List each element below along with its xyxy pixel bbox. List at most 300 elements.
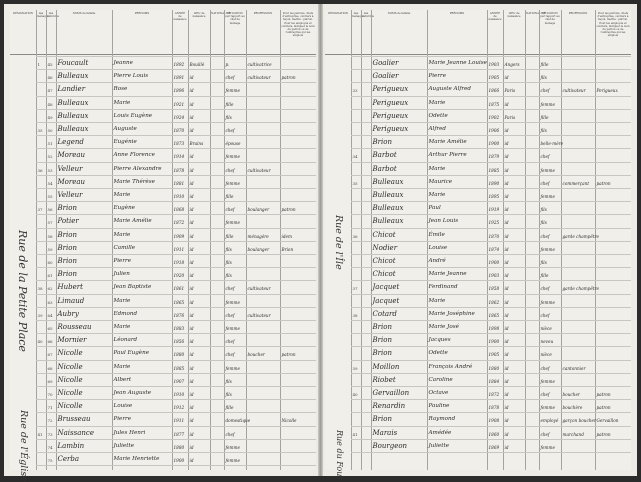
street-name: Rue de l'Église bbox=[18, 410, 29, 482]
cell-situation: chef bbox=[225, 207, 235, 213]
cell-given: Paul Eugène bbox=[113, 350, 150, 357]
cell-year: 1878 bbox=[488, 405, 500, 411]
cell-year: 1884 bbox=[488, 378, 500, 384]
cell-year: 1903 bbox=[488, 273, 500, 279]
right-header-employer: Pour les patrons, chefs d'entreprise, ouvriers à façon, mettre : patron. Pour les employés et ouvriers, indiquer le nom du patron ou de l'entreprise qui les emploie bbox=[596, 12, 630, 38]
cell-place: id bbox=[189, 167, 194, 173]
right-header-nat: NATIONALITÉ bbox=[526, 12, 546, 15]
cell-given: Amédée bbox=[428, 429, 452, 436]
cell-place: id bbox=[504, 75, 509, 81]
cell-situation: chef bbox=[540, 88, 550, 94]
cell-surname: Barbot bbox=[372, 164, 397, 173]
cell-year: 1880 bbox=[488, 365, 500, 371]
cell-year: 1870 bbox=[488, 233, 500, 239]
cell-place: id bbox=[189, 233, 194, 239]
cell-surname: Bulleaux bbox=[372, 177, 404, 186]
cell-situation: femme bbox=[540, 444, 555, 450]
cell-surname: Jacquet bbox=[372, 296, 400, 305]
right-header-ind: des individus bbox=[362, 12, 374, 19]
cell-situation: fils bbox=[225, 273, 232, 279]
cell-year: 1907 bbox=[173, 378, 185, 384]
cell-situation: chef bbox=[225, 312, 235, 318]
cell-profession: boulanger bbox=[247, 207, 270, 213]
cell-situation: employé bbox=[540, 418, 559, 424]
cell-given: Edmond bbox=[113, 310, 138, 317]
cell-year: 1911 bbox=[173, 246, 185, 252]
cell-ind: 57 bbox=[47, 220, 53, 226]
cell-ind: 72 bbox=[47, 418, 53, 424]
cell-surname: Perigueux bbox=[372, 111, 409, 120]
cell-year: 1865 bbox=[173, 299, 185, 305]
cell-menage: 36 bbox=[352, 233, 358, 239]
left-page bbox=[10, 10, 316, 482]
cell-profession: boucher bbox=[247, 352, 265, 358]
cell-employer: patron bbox=[596, 431, 611, 437]
cell-surname: Perigueux bbox=[372, 85, 409, 94]
cell-surname: Foucault bbox=[57, 59, 89, 67]
cell-surname: Brion bbox=[372, 336, 392, 345]
cell-situation: fils bbox=[225, 114, 232, 120]
right-header-place: LIEU de naissance bbox=[507, 12, 521, 19]
table-row bbox=[10, 452, 316, 468]
cell-year: 1918 bbox=[173, 260, 185, 265]
cell-situation: fille bbox=[540, 62, 549, 67]
cell-surname: Brusseau bbox=[57, 415, 91, 424]
cell-given: Pierre Alexandre bbox=[113, 165, 162, 172]
cell-surname: Legend bbox=[57, 138, 84, 147]
cell-ind: 56 bbox=[47, 207, 53, 213]
cell-given: Émile bbox=[428, 231, 445, 238]
cell-given: Jeanne bbox=[113, 60, 133, 66]
cell-situation: fille bbox=[225, 233, 234, 239]
cell-surname: Brion bbox=[372, 138, 392, 147]
cell-surname: Bulleaux bbox=[372, 217, 404, 226]
cell-surname: Perigueux bbox=[372, 98, 409, 107]
left-header-nat: NATIONALITÉ bbox=[211, 12, 231, 15]
cell-place: id bbox=[189, 88, 194, 94]
cell-situation: chef bbox=[225, 167, 235, 173]
cell-given: Jean Louis bbox=[428, 218, 459, 225]
cell-situation: femme bbox=[225, 154, 240, 160]
left-header-employer: Pour les patrons, chefs d'entreprise, ouvriers à façon, mettre : patron. Pour les employés et ouvriers, indiquer le nom du patron ou de l'entreprise qui les emploie bbox=[281, 12, 315, 38]
cell-situation: femme bbox=[540, 405, 555, 411]
cell-ind: 47 bbox=[47, 88, 53, 94]
cell-given: Marie bbox=[113, 297, 131, 304]
cell-place: id bbox=[504, 141, 509, 147]
cell-given: Marie Henriette bbox=[113, 456, 160, 462]
cell-place: id bbox=[504, 180, 509, 186]
cell-place: id bbox=[504, 220, 509, 226]
left-header-year: ANNÉE de naissance bbox=[173, 12, 187, 22]
cell-ind: 48 bbox=[47, 101, 53, 107]
cell-surname: Velleur bbox=[57, 164, 83, 173]
cell-place: id bbox=[504, 339, 509, 345]
cell-given: Juliette bbox=[113, 442, 135, 449]
cell-year: 1924 bbox=[173, 114, 185, 120]
cell-place: id bbox=[504, 418, 509, 424]
cell-place: id bbox=[504, 246, 509, 252]
cell-place: id bbox=[189, 458, 194, 463]
cell-place: Brains bbox=[189, 141, 204, 147]
left-header-menage: des ménages bbox=[37, 12, 49, 19]
cell-place: id bbox=[189, 352, 194, 358]
cell-menage: 41 bbox=[352, 431, 358, 437]
cell-surname: Brion bbox=[372, 323, 392, 331]
cell-given: Octave bbox=[428, 390, 449, 396]
cell-year: 1866 bbox=[488, 88, 500, 94]
cell-situation: fils bbox=[225, 246, 232, 252]
cell-given: Marie bbox=[428, 99, 446, 106]
cell-ind: 50 bbox=[47, 128, 53, 133]
cell-situation: fille bbox=[540, 114, 549, 120]
cell-given: Marie bbox=[113, 363, 131, 370]
cell-profession: cultivateur bbox=[247, 312, 271, 318]
cell-given: Marie bbox=[428, 192, 446, 198]
cell-year: 1908 bbox=[488, 418, 500, 424]
cell-ind: 49 bbox=[47, 114, 53, 120]
cell-surname: Velleur bbox=[57, 191, 83, 199]
cell-menage: 35 bbox=[352, 180, 358, 186]
cell-situation: chef bbox=[225, 286, 235, 292]
cell-situation: femme bbox=[540, 378, 555, 384]
cell-given: Ferdinand bbox=[428, 284, 458, 291]
cell-ind: 62 bbox=[47, 286, 53, 292]
cell-place: id bbox=[504, 154, 509, 160]
cell-given: Marie bbox=[428, 165, 446, 172]
cell-place: id bbox=[504, 405, 509, 411]
cell-situation: domestique bbox=[225, 418, 251, 424]
cell-given: Louise bbox=[113, 403, 133, 410]
cell-ind: 65 bbox=[47, 326, 53, 331]
cell-menage: 38 bbox=[352, 312, 358, 318]
cell-year: 1892 bbox=[173, 62, 185, 67]
cell-situation: femme bbox=[540, 299, 555, 305]
cell-surname: Bulleaux bbox=[372, 191, 404, 199]
cell-given: Pierre bbox=[113, 258, 132, 264]
cell-year: 1919 bbox=[488, 207, 500, 213]
cell-surname: Nicolle bbox=[57, 389, 83, 397]
left-header-situation: SITUATION par rapport au chef de ménage bbox=[225, 12, 245, 25]
cell-menage: 41 bbox=[37, 431, 43, 437]
cell-given: Camille bbox=[113, 244, 136, 251]
cell-year: 1909 bbox=[173, 233, 185, 239]
cell-given: Marie bbox=[113, 192, 131, 198]
right-page bbox=[325, 10, 631, 481]
cell-surname: Barbot bbox=[372, 151, 397, 160]
cell-place: id bbox=[189, 128, 194, 133]
cell-place: id bbox=[504, 128, 509, 133]
cell-place: id bbox=[504, 392, 509, 397]
cell-surname: Naissance bbox=[57, 428, 94, 437]
cell-year: 1921 bbox=[173, 101, 185, 107]
cell-situation: chef bbox=[540, 365, 550, 371]
right-header-menage: des ménages bbox=[352, 12, 364, 19]
cell-employer: patron bbox=[596, 405, 611, 411]
cell-year: 1910 bbox=[173, 392, 185, 397]
cell-given: Julien bbox=[113, 271, 130, 278]
cell-place: id bbox=[504, 260, 509, 265]
cell-profession: cultivateur bbox=[247, 75, 271, 81]
cell-year: 1910 bbox=[173, 194, 185, 199]
cell-ind: 64 bbox=[47, 312, 53, 318]
census-register-spread bbox=[4, 4, 637, 482]
cell-ind: 61 bbox=[47, 273, 53, 279]
cell-year: 1920 bbox=[173, 273, 185, 279]
cell-place: Paris bbox=[504, 88, 516, 94]
cell-place: id bbox=[189, 339, 194, 345]
left-header-ind: des individus bbox=[47, 12, 59, 19]
cell-ind: 70 bbox=[47, 392, 53, 397]
cell-situation: chef bbox=[225, 75, 235, 81]
cell-surname: Jacquet bbox=[372, 283, 400, 292]
cell-given: Auguste bbox=[113, 126, 137, 132]
cell-employer: Brion bbox=[281, 246, 294, 252]
cell-situation: p. bbox=[225, 62, 230, 67]
cell-ind: 66 bbox=[47, 339, 53, 345]
cell-given: Marie Thérèse bbox=[113, 178, 155, 185]
cell-given: Pierre Louis bbox=[113, 73, 149, 80]
cell-year: 1902 bbox=[488, 114, 500, 120]
cell-situation: chef bbox=[225, 352, 235, 358]
cell-situation: chef bbox=[540, 180, 550, 186]
street-name: Rue de l'Île bbox=[333, 215, 344, 270]
cell-surname: Cotard bbox=[372, 309, 397, 318]
cell-surname: Moreau bbox=[57, 151, 86, 160]
cell-surname: Brion bbox=[57, 204, 77, 213]
cell-situation: fille bbox=[225, 194, 234, 199]
cell-menage: 38 bbox=[37, 286, 43, 292]
left-header-surname: NOMS de famille bbox=[72, 12, 96, 15]
cell-place: id bbox=[504, 431, 509, 437]
cell-given: Jean Auguste bbox=[113, 390, 152, 396]
cell-given: Marie bbox=[113, 231, 131, 238]
cell-place: id bbox=[504, 194, 509, 199]
cell-ind: 54 bbox=[47, 180, 53, 186]
cell-profession bbox=[563, 445, 595, 459]
cell-situation: femme bbox=[225, 88, 240, 94]
cell-place: id bbox=[504, 233, 509, 239]
cell-surname: Brion bbox=[57, 257, 77, 265]
cell-year: 1870 bbox=[173, 128, 185, 133]
cell-ind bbox=[363, 445, 371, 459]
cell-given: Léonard bbox=[113, 337, 138, 344]
cell-situation: fils bbox=[540, 260, 547, 265]
cell-menage bbox=[38, 458, 46, 472]
cell-year: 1905 bbox=[488, 352, 500, 358]
cell-profession: boucher bbox=[562, 392, 580, 397]
cell-given: Louis Eugène bbox=[113, 112, 153, 119]
cell-employer: idem bbox=[281, 233, 292, 239]
cell-situation: femme bbox=[540, 101, 555, 107]
cell-given: Pierre bbox=[113, 416, 132, 423]
cell-menage: 35 bbox=[37, 128, 43, 133]
cell-place: id bbox=[189, 154, 194, 160]
cell-surname: Nodier bbox=[372, 243, 398, 252]
left-header-place: LIEU de naissance bbox=[192, 12, 206, 19]
cell-given: Pierre bbox=[428, 73, 447, 80]
cell-given: Rose bbox=[113, 86, 128, 93]
cell-profession: garçon boucher bbox=[562, 418, 596, 424]
cell-year: 1905 bbox=[488, 75, 500, 81]
cell-given: Louise bbox=[428, 244, 448, 251]
cell-situation: femme bbox=[225, 326, 240, 331]
cell-given: Odette bbox=[428, 350, 448, 357]
right-header-surname: NOMS de famille bbox=[387, 12, 411, 15]
cell-profession bbox=[248, 458, 280, 472]
cell-situation: femme bbox=[225, 458, 240, 463]
cell-surname: Riobet bbox=[372, 375, 396, 384]
cell-situation: fils bbox=[540, 75, 547, 81]
cell-year: 1874 bbox=[488, 246, 500, 252]
cell-year: 1872 bbox=[488, 392, 500, 397]
cell-ind: 69 bbox=[47, 378, 53, 384]
cell-given: Juliette bbox=[428, 442, 450, 449]
cell-place: id bbox=[189, 444, 194, 450]
cell-surname: Brion bbox=[372, 349, 392, 358]
cell-given: Maurice bbox=[428, 178, 453, 185]
cell-given: Raymond bbox=[428, 416, 456, 423]
cell-surname: Brion bbox=[57, 270, 77, 279]
cell-surname: Chicot bbox=[372, 270, 396, 279]
cell-situation: femme bbox=[540, 167, 555, 173]
table-row bbox=[325, 439, 631, 455]
cell-year: 1856 bbox=[173, 339, 185, 345]
cell-surname: Goalier bbox=[372, 72, 399, 81]
cell-given: Pauline bbox=[428, 403, 450, 410]
cell-situation: fils bbox=[225, 260, 232, 265]
cell-given: Odette bbox=[428, 112, 448, 119]
cell-situation: femme bbox=[225, 444, 240, 450]
cell-year: 1903 bbox=[488, 62, 500, 67]
cell-menage: 33 bbox=[352, 88, 358, 94]
cell-year: 1914 bbox=[173, 154, 185, 160]
cell-situation: chef bbox=[225, 128, 235, 133]
cell-situation: fils bbox=[540, 220, 547, 226]
cell-situation: nièce bbox=[540, 326, 552, 331]
cell-given: Marie bbox=[113, 324, 131, 330]
cell-year: 1881 bbox=[173, 180, 185, 186]
cell-place: id bbox=[504, 167, 509, 173]
cell-year: 1906 bbox=[488, 128, 500, 133]
cell-ind: 51 bbox=[47, 141, 53, 147]
cell-place: id bbox=[189, 312, 194, 318]
cell-place: Paris bbox=[504, 114, 516, 120]
right-header-year: ANNÉE de naissance bbox=[488, 12, 502, 22]
cell-menage: 39 bbox=[352, 365, 358, 371]
cell-year: 1891 bbox=[173, 75, 185, 81]
cell-place: id bbox=[189, 220, 194, 226]
cell-place: id bbox=[504, 286, 509, 292]
cell-situation: fils bbox=[225, 378, 232, 384]
cell-employer: patron bbox=[281, 207, 296, 213]
cell-surname: Lambin bbox=[57, 441, 85, 450]
cell-ind: 73 bbox=[47, 431, 53, 437]
cell-surname: Moreau bbox=[57, 177, 86, 186]
cell-place: id bbox=[504, 378, 509, 384]
cell-situation: chef bbox=[225, 339, 235, 345]
cell-profession: cantonnier bbox=[562, 365, 586, 371]
cell-year: 1885 bbox=[488, 167, 500, 173]
cell-year: 1900 bbox=[488, 339, 500, 345]
cell-year: 1890 bbox=[488, 180, 500, 186]
cell-given: Alfred bbox=[428, 126, 446, 132]
cell-profession: garde champêtre bbox=[562, 286, 599, 292]
cell-profession: cultivateur bbox=[562, 88, 586, 94]
cell-given: Marie Jeanne Louise bbox=[428, 60, 487, 66]
cell-situation: femme bbox=[225, 220, 240, 226]
cell-surname: Nicolle bbox=[57, 349, 83, 358]
cell-year: 1880 bbox=[173, 352, 185, 358]
cell-given: Eugénie bbox=[113, 139, 137, 146]
cell-surname: Bulleaux bbox=[57, 98, 89, 107]
cell-year: 1865 bbox=[488, 312, 500, 318]
cell-surname: Landier bbox=[57, 85, 86, 94]
cell-menage: 40 bbox=[37, 339, 43, 345]
cell-given: Caroline bbox=[428, 376, 453, 383]
cell-menage bbox=[353, 445, 361, 459]
cell-surname: Nicolle bbox=[57, 402, 83, 411]
cell-surname: Aubry bbox=[57, 309, 79, 318]
cell-situation: neveu bbox=[540, 339, 554, 345]
cell-place: id bbox=[504, 352, 509, 358]
cell-surname: Moillon bbox=[372, 362, 400, 371]
cell-year: 1880 bbox=[173, 444, 185, 450]
cell-place: id bbox=[189, 365, 194, 371]
right-header-designation: DÉSIGNATION bbox=[328, 12, 348, 15]
cell-year: 1877 bbox=[173, 431, 185, 437]
cell-year: 1898 bbox=[488, 326, 500, 331]
cell-surname: Bulleaux bbox=[57, 72, 89, 81]
cell-situation: fils bbox=[225, 392, 232, 397]
cell-profession: cultivateur bbox=[247, 286, 271, 292]
cell-given: Marie bbox=[113, 99, 131, 106]
cell-employer: Nicolle bbox=[281, 418, 297, 424]
cell-surname: Bourgeon bbox=[372, 441, 408, 450]
cell-place: id bbox=[504, 207, 509, 213]
cell-year: 1900 bbox=[488, 141, 500, 147]
cell-ind: 46 bbox=[47, 75, 53, 81]
cell-situation: femme bbox=[225, 180, 240, 186]
cell-ind: 74 bbox=[47, 444, 53, 450]
cell-given: Arthur Pierre bbox=[428, 152, 467, 159]
cell-ind: 58 bbox=[47, 233, 53, 239]
cell-year: 1895 bbox=[488, 194, 500, 199]
cell-situation: femme bbox=[540, 194, 555, 199]
cell-place: id bbox=[189, 299, 194, 305]
cell-year: 1925 bbox=[488, 220, 500, 226]
cell-surname: Hubert bbox=[57, 283, 83, 292]
cell-profession: bouchère bbox=[562, 405, 583, 411]
cell-place: id bbox=[189, 246, 194, 252]
right-header-profession: PROFESSION bbox=[568, 12, 588, 15]
cell-situation: femme bbox=[225, 365, 240, 371]
cell-year: 1911 bbox=[173, 418, 185, 424]
cell-place: id bbox=[189, 101, 194, 107]
cell-surname: Rousseau bbox=[57, 323, 92, 331]
cell-year: 1875 bbox=[488, 101, 500, 107]
cell-surname: Perigueux bbox=[372, 125, 409, 133]
cell-situation: chef bbox=[540, 286, 550, 292]
cell-given: Anne Florence bbox=[113, 152, 155, 159]
right-header-given: PRÉNOMS bbox=[449, 12, 465, 15]
cell-menage: 34 bbox=[352, 154, 358, 160]
cell-place: id bbox=[189, 180, 194, 186]
cell-place: id bbox=[504, 365, 509, 371]
cell-profession: commerçant bbox=[562, 180, 590, 186]
cell-year: 1869 bbox=[488, 444, 500, 450]
cell-given: Paul bbox=[428, 205, 441, 212]
cell-surname: Bulleaux bbox=[372, 204, 404, 213]
